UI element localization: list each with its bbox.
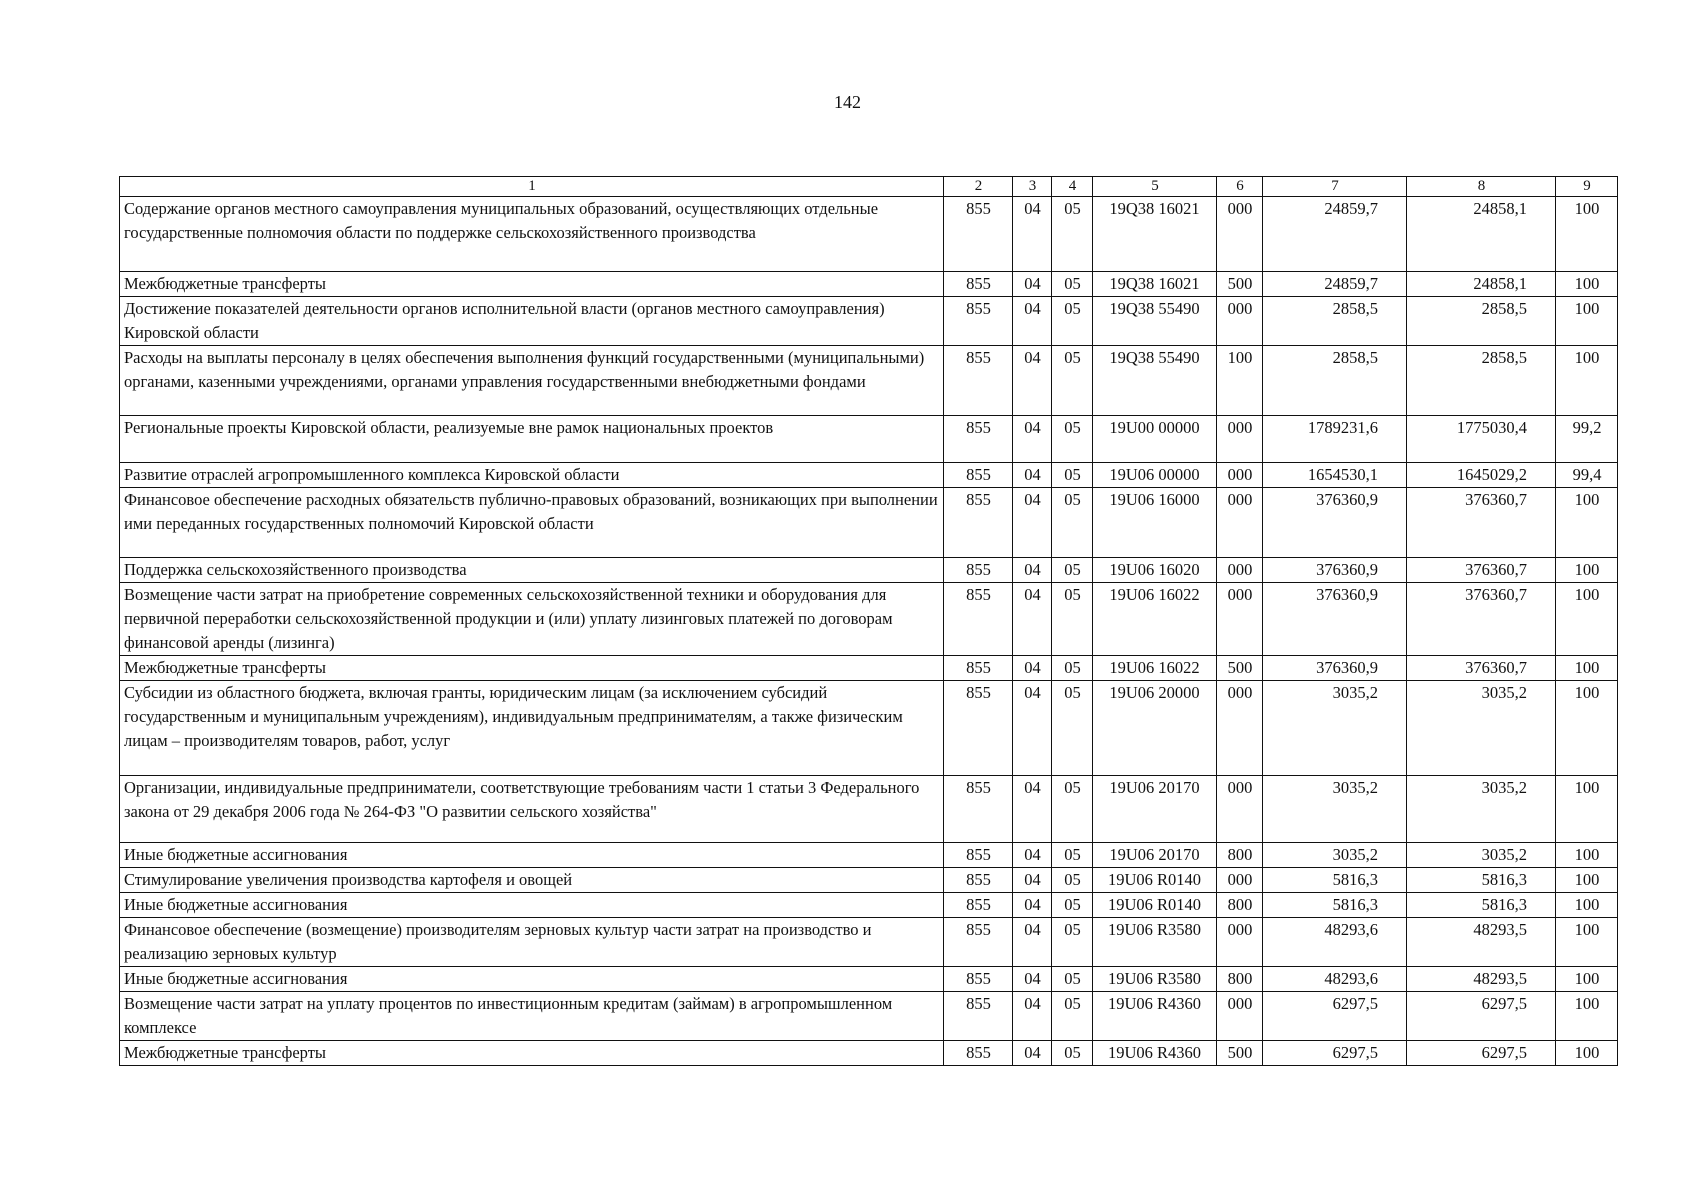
expense-type-cell: 500 bbox=[1217, 656, 1263, 681]
target-article-cell: 19U06 16022 bbox=[1093, 583, 1217, 656]
gr-code-cell: 855 bbox=[944, 843, 1013, 868]
section-code-cell: 04 bbox=[1013, 1041, 1052, 1066]
percent-cell: 100 bbox=[1556, 967, 1618, 992]
gr-code-cell: 855 bbox=[944, 776, 1013, 843]
percent-cell: 100 bbox=[1556, 843, 1618, 868]
plan-amount-cell: 376360,9 bbox=[1263, 488, 1407, 558]
section-code-cell: 04 bbox=[1013, 583, 1052, 656]
executed-amount-cell: 5816,3 bbox=[1407, 893, 1556, 918]
executed-amount-cell: 1775030,4 bbox=[1407, 416, 1556, 463]
gr-code-cell: 855 bbox=[944, 1041, 1013, 1066]
expense-type-cell: 000 bbox=[1217, 558, 1263, 583]
subsection-code-cell: 05 bbox=[1052, 558, 1093, 583]
target-article-cell: 19Q38 55490 bbox=[1093, 297, 1217, 346]
subsection-code-cell: 05 bbox=[1052, 1041, 1093, 1066]
executed-amount-cell: 376360,7 bbox=[1407, 558, 1556, 583]
section-code-cell: 04 bbox=[1013, 416, 1052, 463]
table-row bbox=[120, 918, 1618, 967]
table-body bbox=[120, 197, 1618, 1066]
table-row bbox=[120, 416, 1618, 463]
gr-code-cell: 855 bbox=[944, 416, 1013, 463]
expense-type-cell: 000 bbox=[1217, 681, 1263, 776]
table-row bbox=[120, 843, 1618, 868]
header-row bbox=[120, 177, 1618, 197]
table-row bbox=[120, 868, 1618, 893]
target-article-cell: 19U06 R3580 bbox=[1093, 967, 1217, 992]
plan-amount-cell: 6297,5 bbox=[1263, 1041, 1407, 1066]
table-row bbox=[120, 488, 1618, 558]
row-name-cell: Иные бюджетные ассигнования bbox=[120, 893, 944, 918]
expense-type-cell: 500 bbox=[1217, 272, 1263, 297]
percent-cell: 100 bbox=[1556, 992, 1618, 1041]
section-code-cell: 04 bbox=[1013, 992, 1052, 1041]
percent-cell: 100 bbox=[1556, 583, 1618, 656]
target-article-cell: 19U06 16020 bbox=[1093, 558, 1217, 583]
row-name-cell: Иные бюджетные ассигнования bbox=[120, 843, 944, 868]
plan-amount-cell: 6297,5 bbox=[1263, 992, 1407, 1041]
gr-code-cell: 855 bbox=[944, 583, 1013, 656]
subsection-code-cell: 05 bbox=[1052, 463, 1093, 488]
row-name-cell: Возмещение части затрат на приобретение современных сельскохозяйственной техники и оборудования для первичной переработки сельскохозяйственной продукции и (или) уплату лизинговых платежей по договорам финансовой аренды (лизинга) bbox=[120, 583, 944, 656]
header-cell: 8 bbox=[1407, 177, 1556, 197]
subsection-code-cell: 05 bbox=[1052, 297, 1093, 346]
plan-amount-cell: 5816,3 bbox=[1263, 893, 1407, 918]
expense-type-cell: 100 bbox=[1217, 346, 1263, 416]
subsection-code-cell: 05 bbox=[1052, 272, 1093, 297]
row-name-cell: Возмещение части затрат на уплату процентов по инвестиционным кредитам (займам) в агропромышленном комплексе bbox=[120, 992, 944, 1041]
expense-type-cell: 000 bbox=[1217, 463, 1263, 488]
executed-amount-cell: 376360,7 bbox=[1407, 656, 1556, 681]
executed-amount-cell: 24858,1 bbox=[1407, 272, 1556, 297]
percent-cell: 100 bbox=[1556, 681, 1618, 776]
subsection-code-cell: 05 bbox=[1052, 776, 1093, 843]
executed-amount-cell: 2858,5 bbox=[1407, 297, 1556, 346]
target-article-cell: 19U06 R0140 bbox=[1093, 868, 1217, 893]
gr-code-cell: 855 bbox=[944, 918, 1013, 967]
subsection-code-cell: 05 bbox=[1052, 197, 1093, 272]
subsection-code-cell: 05 bbox=[1052, 656, 1093, 681]
subsection-code-cell: 05 bbox=[1052, 681, 1093, 776]
table-row bbox=[120, 776, 1618, 843]
section-code-cell: 04 bbox=[1013, 272, 1052, 297]
executed-amount-cell: 2858,5 bbox=[1407, 346, 1556, 416]
executed-amount-cell: 1645029,2 bbox=[1407, 463, 1556, 488]
section-code-cell: 04 bbox=[1013, 967, 1052, 992]
expense-type-cell: 800 bbox=[1217, 893, 1263, 918]
executed-amount-cell: 48293,5 bbox=[1407, 918, 1556, 967]
subsection-code-cell: 05 bbox=[1052, 346, 1093, 416]
plan-amount-cell: 2858,5 bbox=[1263, 297, 1407, 346]
gr-code-cell: 855 bbox=[944, 297, 1013, 346]
target-article-cell: 19U06 20170 bbox=[1093, 776, 1217, 843]
executed-amount-cell: 48293,5 bbox=[1407, 967, 1556, 992]
gr-code-cell: 855 bbox=[944, 488, 1013, 558]
gr-code-cell: 855 bbox=[944, 346, 1013, 416]
subsection-code-cell: 05 bbox=[1052, 967, 1093, 992]
target-article-cell: 19Q38 16021 bbox=[1093, 272, 1217, 297]
gr-code-cell: 855 bbox=[944, 272, 1013, 297]
table-row bbox=[120, 463, 1618, 488]
subsection-code-cell: 05 bbox=[1052, 843, 1093, 868]
header-cell: 3 bbox=[1013, 177, 1052, 197]
percent-cell: 99,4 bbox=[1556, 463, 1618, 488]
gr-code-cell: 855 bbox=[944, 558, 1013, 583]
expense-type-cell: 000 bbox=[1217, 868, 1263, 893]
expense-type-cell: 800 bbox=[1217, 843, 1263, 868]
row-name-cell: Межбюджетные трансферты bbox=[120, 272, 944, 297]
percent-cell: 100 bbox=[1556, 197, 1618, 272]
row-name-cell: Межбюджетные трансферты bbox=[120, 656, 944, 681]
section-code-cell: 04 bbox=[1013, 681, 1052, 776]
plan-amount-cell: 1789231,6 bbox=[1263, 416, 1407, 463]
row-name-cell: Поддержка сельскохозяйственного производства bbox=[120, 558, 944, 583]
percent-cell: 100 bbox=[1556, 272, 1618, 297]
subsection-code-cell: 05 bbox=[1052, 992, 1093, 1041]
percent-cell: 100 bbox=[1556, 297, 1618, 346]
row-name-cell: Развитие отраслей агропромышленного комплекса Кировской области bbox=[120, 463, 944, 488]
subsection-code-cell: 05 bbox=[1052, 583, 1093, 656]
row-name-cell: Иные бюджетные ассигнования bbox=[120, 967, 944, 992]
plan-amount-cell: 3035,2 bbox=[1263, 843, 1407, 868]
gr-code-cell: 855 bbox=[944, 893, 1013, 918]
executed-amount-cell: 3035,2 bbox=[1407, 776, 1556, 843]
target-article-cell: 19U06 00000 bbox=[1093, 463, 1217, 488]
gr-code-cell: 855 bbox=[944, 992, 1013, 1041]
percent-cell: 100 bbox=[1556, 488, 1618, 558]
row-name-cell: Финансовое обеспечение (возмещение) производителям зерновых культур части затрат на производство и реализацию зерновых культур bbox=[120, 918, 944, 967]
subsection-code-cell: 05 bbox=[1052, 893, 1093, 918]
executed-amount-cell: 24858,1 bbox=[1407, 197, 1556, 272]
percent-cell: 100 bbox=[1556, 776, 1618, 843]
header-cell: 7 bbox=[1263, 177, 1407, 197]
executed-amount-cell: 3035,2 bbox=[1407, 681, 1556, 776]
table-row bbox=[120, 681, 1618, 776]
plan-amount-cell: 376360,9 bbox=[1263, 583, 1407, 656]
plan-amount-cell: 3035,2 bbox=[1263, 681, 1407, 776]
target-article-cell: 19U06 16000 bbox=[1093, 488, 1217, 558]
table-row bbox=[120, 297, 1618, 346]
executed-amount-cell: 3035,2 bbox=[1407, 843, 1556, 868]
plan-amount-cell: 48293,6 bbox=[1263, 918, 1407, 967]
header-cell: 5 bbox=[1093, 177, 1217, 197]
plan-amount-cell: 24859,7 bbox=[1263, 197, 1407, 272]
percent-cell: 100 bbox=[1556, 1041, 1618, 1066]
percent-cell: 100 bbox=[1556, 918, 1618, 967]
row-name-cell: Достижение показателей деятельности органов исполнительной власти (органов местного самоуправления) Кировской области bbox=[120, 297, 944, 346]
gr-code-cell: 855 bbox=[944, 868, 1013, 893]
target-article-cell: 19U00 00000 bbox=[1093, 416, 1217, 463]
row-name-cell: Стимулирование увеличения производства картофеля и овощей bbox=[120, 868, 944, 893]
executed-amount-cell: 6297,5 bbox=[1407, 992, 1556, 1041]
page-number: 142 bbox=[834, 92, 861, 112]
expense-type-cell: 000 bbox=[1217, 776, 1263, 843]
subsection-code-cell: 05 bbox=[1052, 488, 1093, 558]
plan-amount-cell: 376360,9 bbox=[1263, 558, 1407, 583]
target-article-cell: 19U06 R4360 bbox=[1093, 992, 1217, 1041]
table-row bbox=[120, 1041, 1618, 1066]
section-code-cell: 04 bbox=[1013, 463, 1052, 488]
percent-cell: 100 bbox=[1556, 893, 1618, 918]
target-article-cell: 19U06 R3580 bbox=[1093, 918, 1217, 967]
table-row bbox=[120, 583, 1618, 656]
gr-code-cell: 855 bbox=[944, 967, 1013, 992]
expense-type-cell: 000 bbox=[1217, 992, 1263, 1041]
section-code-cell: 04 bbox=[1013, 868, 1052, 893]
gr-code-cell: 855 bbox=[944, 197, 1013, 272]
expense-type-cell: 000 bbox=[1217, 918, 1263, 967]
expense-type-cell: 000 bbox=[1217, 297, 1263, 346]
row-name-cell: Субсидии из областного бюджета, включая гранты, юридическим лицам (за исключением субсидий государственным и муниципальным учреждениям), индивидуальным предпринимателям, а также физическим лицам – производителям товаров, работ, услуг bbox=[120, 681, 944, 776]
expense-type-cell: 000 bbox=[1217, 416, 1263, 463]
plan-amount-cell: 376360,9 bbox=[1263, 656, 1407, 681]
header-cell: 9 bbox=[1556, 177, 1618, 197]
header-cell: 2 bbox=[944, 177, 1013, 197]
header-cell: 1 bbox=[120, 177, 944, 197]
plan-amount-cell: 48293,6 bbox=[1263, 967, 1407, 992]
table-row bbox=[120, 197, 1618, 272]
table-row bbox=[120, 992, 1618, 1041]
executed-amount-cell: 376360,7 bbox=[1407, 583, 1556, 656]
table-row bbox=[120, 967, 1618, 992]
target-article-cell: 19U06 R4360 bbox=[1093, 1041, 1217, 1066]
section-code-cell: 04 bbox=[1013, 346, 1052, 416]
percent-cell: 100 bbox=[1556, 656, 1618, 681]
expense-type-cell: 500 bbox=[1217, 1041, 1263, 1066]
section-code-cell: 04 bbox=[1013, 776, 1052, 843]
gr-code-cell: 855 bbox=[944, 681, 1013, 776]
expense-type-cell: 000 bbox=[1217, 583, 1263, 656]
table-row bbox=[120, 558, 1618, 583]
table-row bbox=[120, 346, 1618, 416]
row-name-cell: Организации, индивидуальные предприниматели, соответствующие требованиям части 1 статьи 3 Федерального закона от 29 декабря 2006 года № 264-ФЗ "О развитии сельского хозяйства" bbox=[120, 776, 944, 843]
section-code-cell: 04 bbox=[1013, 197, 1052, 272]
section-code-cell: 04 bbox=[1013, 558, 1052, 583]
target-article-cell: 19U06 16022 bbox=[1093, 656, 1217, 681]
header-cell: 6 bbox=[1217, 177, 1263, 197]
row-name-cell: Финансовое обеспечение расходных обязательств публично-правовых образований, возникающих при выполнении ими переданных государственных полномочий Кировской области bbox=[120, 488, 944, 558]
plan-amount-cell: 24859,7 bbox=[1263, 272, 1407, 297]
subsection-code-cell: 05 bbox=[1052, 416, 1093, 463]
header-cell: 4 bbox=[1052, 177, 1093, 197]
budget-table bbox=[119, 176, 1618, 1066]
row-name-cell: Межбюджетные трансферты bbox=[120, 1041, 944, 1066]
percent-cell: 99,2 bbox=[1556, 416, 1618, 463]
section-code-cell: 04 bbox=[1013, 918, 1052, 967]
section-code-cell: 04 bbox=[1013, 893, 1052, 918]
plan-amount-cell: 3035,2 bbox=[1263, 776, 1407, 843]
subsection-code-cell: 05 bbox=[1052, 868, 1093, 893]
table-row bbox=[120, 272, 1618, 297]
executed-amount-cell: 376360,7 bbox=[1407, 488, 1556, 558]
section-code-cell: 04 bbox=[1013, 656, 1052, 681]
row-name-cell: Расходы на выплаты персоналу в целях обеспечения выполнения функций государственными (муниципальными) органами, казенными учреждениями, органами управления государственными внебюджетными фондами bbox=[120, 346, 944, 416]
subsection-code-cell: 05 bbox=[1052, 918, 1093, 967]
executed-amount-cell: 5816,3 bbox=[1407, 868, 1556, 893]
table-row bbox=[120, 656, 1618, 681]
plan-amount-cell: 5816,3 bbox=[1263, 868, 1407, 893]
expense-type-cell: 000 bbox=[1217, 197, 1263, 272]
row-name-cell: Содержание органов местного самоуправления муниципальных образований, осуществляющих отдельные государственные полномочия области по поддержке сельскохозяйственного производства bbox=[120, 197, 944, 272]
target-article-cell: 19Q38 55490 bbox=[1093, 346, 1217, 416]
target-article-cell: 19Q38 16021 bbox=[1093, 197, 1217, 272]
percent-cell: 100 bbox=[1556, 868, 1618, 893]
executed-amount-cell: 6297,5 bbox=[1407, 1041, 1556, 1066]
percent-cell: 100 bbox=[1556, 558, 1618, 583]
section-code-cell: 04 bbox=[1013, 297, 1052, 346]
plan-amount-cell: 2858,5 bbox=[1263, 346, 1407, 416]
target-article-cell: 19U06 20170 bbox=[1093, 843, 1217, 868]
gr-code-cell: 855 bbox=[944, 463, 1013, 488]
expense-type-cell: 000 bbox=[1217, 488, 1263, 558]
section-code-cell: 04 bbox=[1013, 843, 1052, 868]
table-row bbox=[120, 893, 1618, 918]
row-name-cell: Региональные проекты Кировской области, реализуемые вне рамок национальных проектов bbox=[120, 416, 944, 463]
percent-cell: 100 bbox=[1556, 346, 1618, 416]
plan-amount-cell: 1654530,1 bbox=[1263, 463, 1407, 488]
target-article-cell: 19U06 R0140 bbox=[1093, 893, 1217, 918]
gr-code-cell: 855 bbox=[944, 656, 1013, 681]
target-article-cell: 19U06 20000 bbox=[1093, 681, 1217, 776]
expense-type-cell: 800 bbox=[1217, 967, 1263, 992]
section-code-cell: 04 bbox=[1013, 488, 1052, 558]
